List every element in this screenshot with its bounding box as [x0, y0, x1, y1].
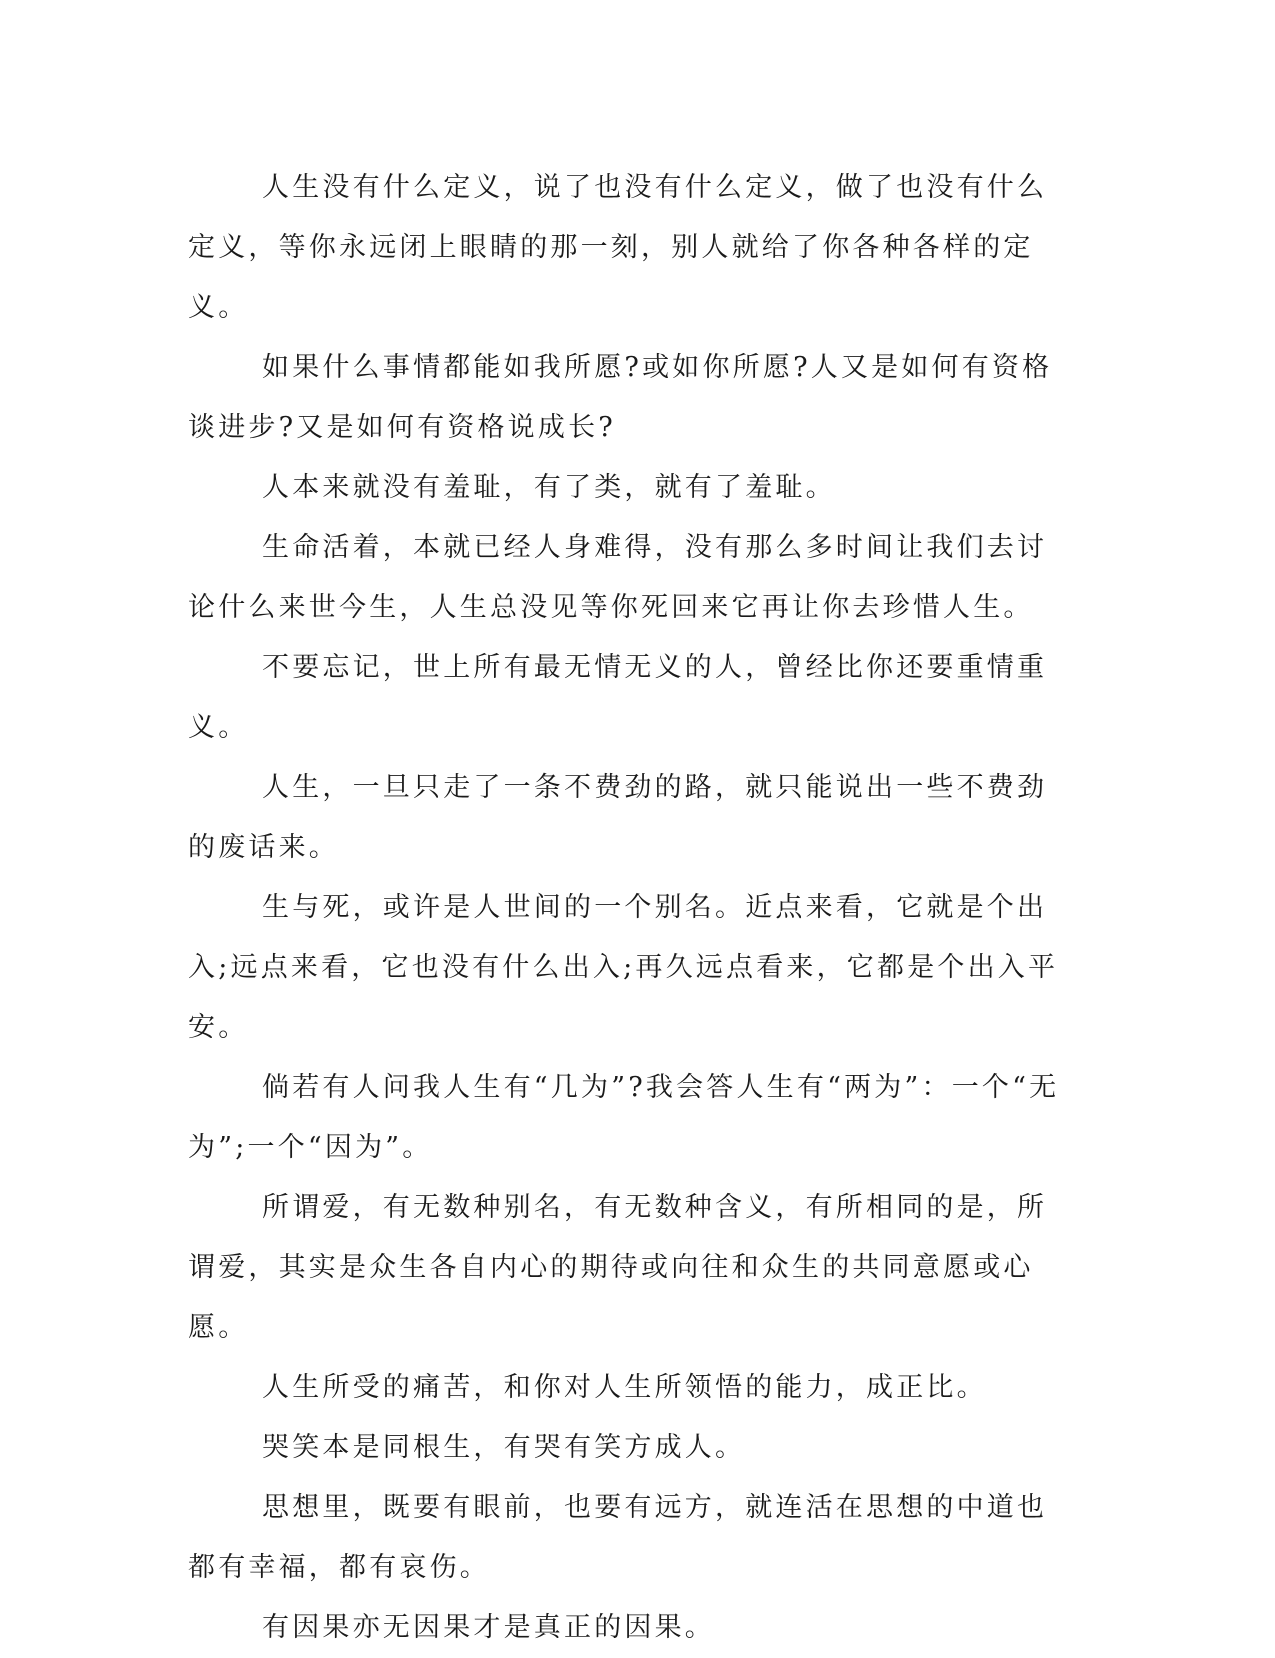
paragraph-8: 倘若有人问我人生有“几为”?我会答人生有“两为”：一个“无为”;一个“因为”。 — [188, 1072, 1060, 1163]
paragraph-2: 如果什么事情都能如我所愿?或如你所愿?人又是如何有资格谈进步?又是如何有资格说成长? — [188, 352, 1053, 443]
paragraph-4: 生命活着，本就已经人身难得，没有那么多时间让我们去讨论什么来世今生，人生总没见等你死回来它再让你去珍惜人生。 — [188, 532, 1048, 623]
paragraph-11: 哭笑本是同根生，有哭有笑方成人。 — [262, 1432, 746, 1463]
paragraph-10: 人生所受的痛苦，和你对人生所领悟的能力，成正比。 — [262, 1372, 987, 1403]
paragraph-1: 人生没有什么定义，说了也没有什么定义，做了也没有什么定义，等你永远闭上眼睛的那一刻，别人就给了你各种各样的定义。 — [188, 172, 1048, 323]
paragraph-6: 人生，一旦只走了一条不费劲的路，就只能说出一些不费劲的废话来。 — [188, 772, 1048, 863]
paragraph-7: 生与死，或许是人世间的一个别名。近点来看，它就是个出入;远点来看，它也没有什么出入;再久远点看来，它都是个出入平安。 — [188, 892, 1059, 1043]
paragraph-5: 不要忘记，世上所有最无情无义的人，曾经比你还要重情重义。 — [188, 652, 1048, 743]
paragraph-3: 人本来就没有羞耻，有了类，就有了羞耻。 — [262, 472, 836, 503]
paragraph-12: 思想里，既要有眼前，也要有远方，就连活在思想的中道也都有幸福，都有哀伤。 — [188, 1492, 1048, 1583]
paragraph-9: 所谓爱，有无数种别名，有无数种含义，有所相同的是，所谓爱，其实是众生各自内心的期待或向往和众生的共同意愿或心愿。 — [188, 1192, 1048, 1343]
paragraph-13: 有因果亦无因果才是真正的因果。 — [262, 1612, 715, 1643]
document-body — [188, 158, 1068, 1658]
